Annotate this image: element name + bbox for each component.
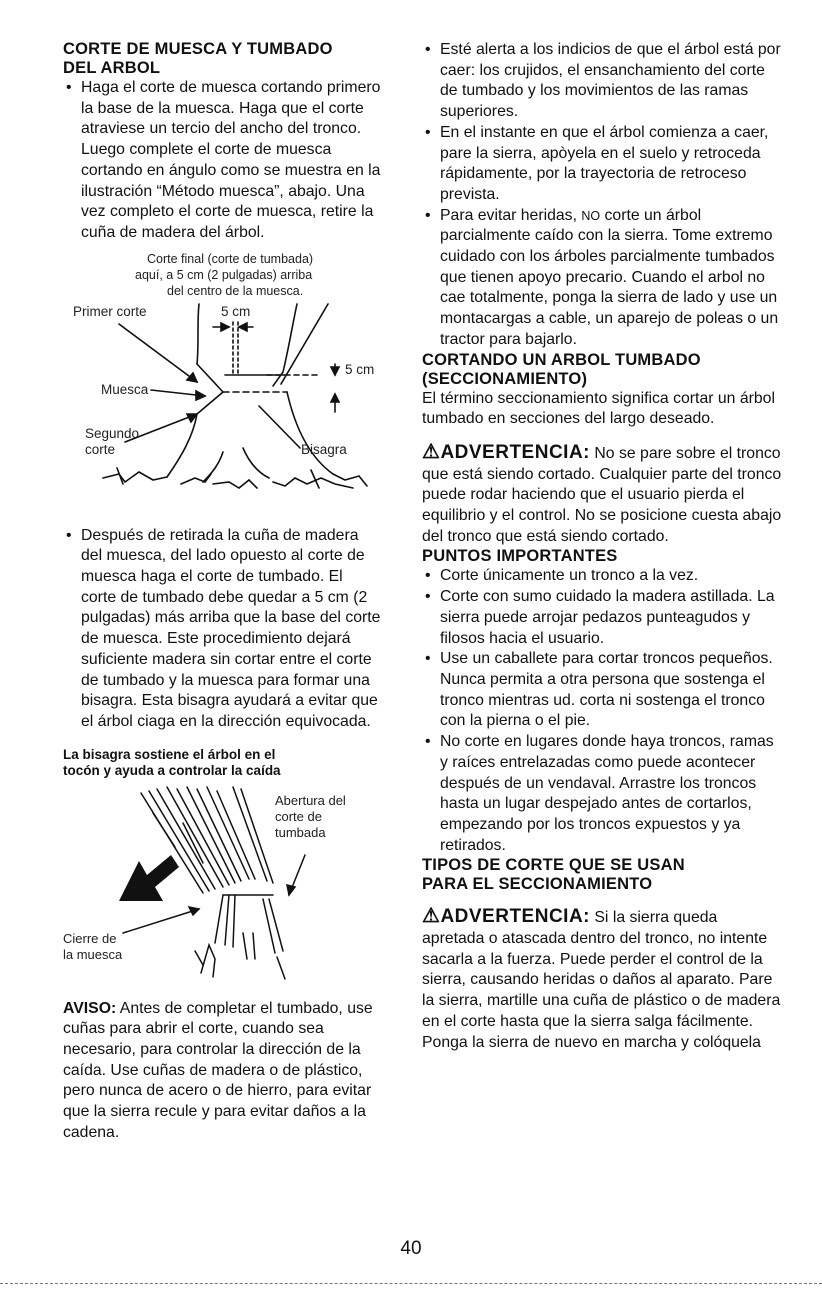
fig-caption-line-2: aquí, a 5 cm (2 pulgadas) arriba [135, 267, 313, 282]
section-heading-cortando [422, 351, 782, 389]
caption-line-1: La bisagra sostiene el árbol en el [63, 746, 276, 762]
bullet-list [422, 40, 782, 351]
warning-paragraph [422, 906, 782, 1053]
bullet-item: • Corte con sumo cuidado la madera astillada. La sierra puede arrojar pedazos punteagudos y filosos hacia el usuario. [422, 587, 782, 649]
label-abertura-2: corte de [275, 808, 322, 824]
bullet-list [422, 566, 782, 856]
warning-title-text: ADVERTENCIA: [440, 906, 590, 928]
bullet-item: • En el instante en que el árbol comienza a caer, pare la sierra, apòyela en el suelo y retroceda rápidamente, por la trayectoria de retroceso prevista. [422, 123, 782, 206]
figure-caption [63, 747, 381, 779]
label-bisagra: Bisagra [301, 441, 347, 457]
bullet-item [422, 206, 782, 351]
bullet-item: • No corte en lugares donde haya troncos, ramas y raíces entrelazadas como puede acontecer después de un vendaval. Arrastre los troncos hasta un lugar despejado antes de cortarlos, empezando por los troncos expuestos y ya retirados. [422, 732, 782, 856]
caption-line-2: tocón y ayuda a controlar la caída [63, 762, 281, 778]
hinge-illustration [63, 783, 381, 983]
bullet-list [63, 526, 381, 733]
fig-caption-line-1: Corte final (corte de tumbada) [147, 251, 314, 266]
label-corte: corte [85, 441, 116, 457]
left-column [63, 40, 381, 1144]
label-muesca: Muesca [101, 381, 149, 397]
notch-diagram [63, 252, 381, 522]
warning-icon: ⚠ [422, 440, 441, 463]
bullet-text: corte un árbol parcialmente caído con la sierra. Tome extremo cuidado con los árboles parcialmente tumbados que tienen apoyo precario. Cuando el arbol no cae totalmente, ponga la sierra de lado y use un montacargas a cable, un aparejo de poleas o un tractor para bajarlo. [440, 206, 779, 348]
warning-title [422, 442, 590, 463]
label-primer-corte: Primer corte [73, 303, 147, 319]
bullet-list [63, 78, 381, 244]
hinge-diagram [63, 783, 381, 983]
bullet-item: • Use un caballete para cortar troncos pequeños. Nunca permita a otra persona que sostenga el tronco mientras ud. corta ni sostenga el tronco con la pierna o el pie. [422, 649, 782, 732]
fig-caption-line-3: del centro de la muesca. [167, 283, 304, 298]
label-abertura-1: Abertura del [275, 792, 346, 808]
no-emphasis: NO [581, 208, 601, 223]
heading-line-1: CORTANDO UN ARBOL TUMBADO [422, 350, 701, 369]
section-heading-corte-muesca [63, 40, 381, 78]
heading-line-1: CORTE DE MUESCA Y TUMBADO [63, 40, 333, 58]
section-heading-puntos: PUNTOS IMPORTANTES [422, 547, 618, 566]
warning-icon: ⚠ [422, 905, 441, 928]
bullet-text: Para evitar heridas, [440, 206, 577, 224]
seccionamiento-paragraph: El término seccionamiento significa cortar un árbol tumbado en secciones del largo deseado. [422, 389, 775, 428]
heading-line-2: DEL ARBOL [63, 59, 161, 77]
warning-text: Si la sierra queda apretada o atascada dentro del tronco, no intente sacarla a la fuerza. Puede perder el control de la sierra, causando heridas o daños al aparato. Pare la sierra, martille una cuña de plástico o de madera en el corte hasta que la sierra salga fácilmente. Ponga la sierra de nuevo en marcha y colóquela [422, 909, 781, 1051]
label-abertura-3: tumbada [275, 824, 326, 840]
aviso-text: Antes de completar el tumbado, use cuñas para abrir el corte, cuando sea necesario, para controlar la dirección de la caída. Use cuñas de madera o de plástico, pero nunca de acero o de hierro, para evitar que la sierra recule y para evitar daños a la cadena. [63, 999, 373, 1141]
heading-line-2: (SECCIONAMIENTO) [422, 369, 588, 388]
bullet-item: • Haga el corte de muesca cortando primero la base de la muesca. Haga que el corte atraviese un tercio del ancho del tronco. Luego complete el corte de muesca cortando en ángulo como se muestra en la ilustración “Método muesca”, abajo. Una vez completo el corte de muesca, retire la cuña de madera del árbol. [63, 78, 381, 244]
label-cierre-2: la muesca [63, 946, 123, 962]
section-heading-tipos [422, 856, 782, 894]
label-cierre-1: Cierre de [63, 930, 117, 946]
heading-line-1: TIPOS DE CORTE QUE SE USAN [422, 856, 685, 875]
right-column [422, 40, 782, 1053]
aviso-label: AVISO: [63, 999, 117, 1017]
page-number: 40 [400, 1238, 422, 1259]
label-segundo: Segundo [85, 425, 140, 441]
warning-title [422, 906, 590, 927]
label-dim-side: 5 cm [345, 361, 375, 377]
warning-title-text: ADVERTENCIA: [440, 441, 590, 463]
heading-line-2: PARA EL SECCIONAMIENTO [422, 875, 653, 894]
warning-text: No se pare sobre el tronco que está siendo cortado. Cualquier parte del tronco puede rodar haciendo que el usuario pierda el equilibrio y el control. No se posicione cuesta abajo del tronco que está siendo cortado. [422, 444, 782, 545]
bullet-item: • Después de retirada la cuña de madera del muesca, del lado opuesto al corte de muesca haga el corte de tumbado. El corte de tumbado debe quedar a 5 cm (2 pulgadas) más arriba que la base del corte de muesca. Este procedimiento dejará suficiente madera sin cortar entre el corte de tumbado y la muesca para formar una bisagra. Esta bisagra ayudará a evitar que el árbol ciaga en la dirección equivocada. [63, 526, 381, 733]
label-dim-top: 5 cm [221, 303, 251, 319]
aviso-paragraph [63, 999, 381, 1144]
bullet-item: • Corte únicamente un tronco a la vez. [422, 566, 782, 587]
bottom-divider [0, 1283, 822, 1284]
tree-notch-illustration [63, 252, 381, 522]
bullet-item: • Esté alerta a los indicios de que el árbol está por caer: los crujidos, el ensanchamiento del corte de tumbado y los movimientos de las ramas superiores. [422, 40, 782, 123]
warning-paragraph [422, 442, 782, 548]
